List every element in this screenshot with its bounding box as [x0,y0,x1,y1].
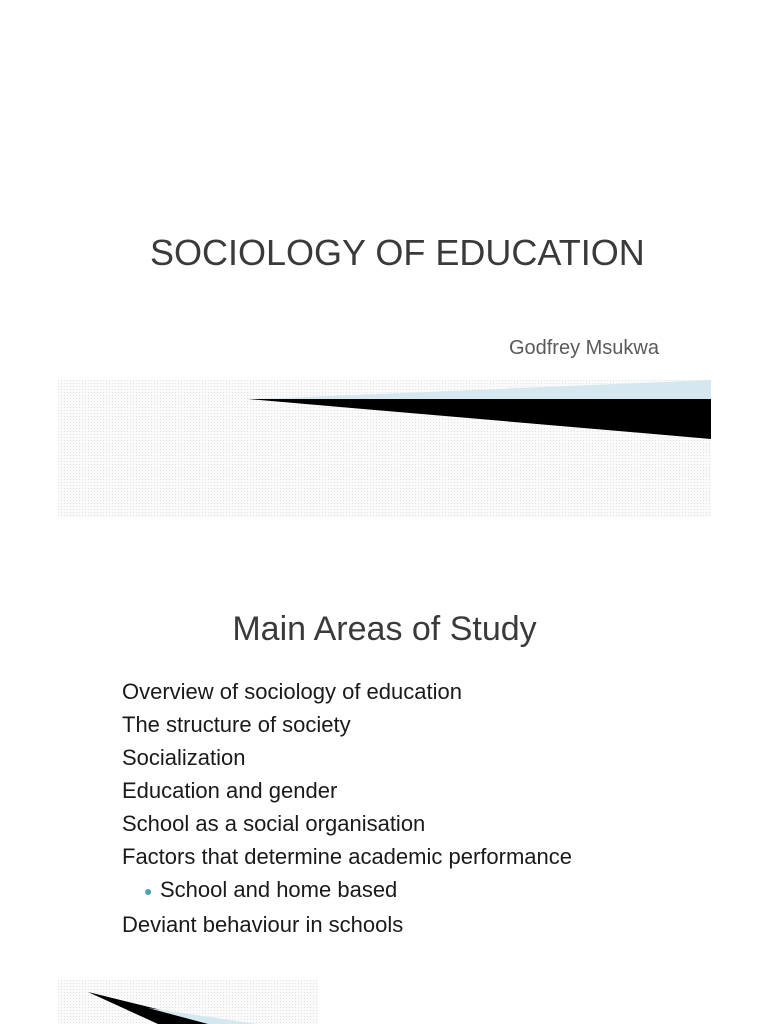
sub-item-label: School and home based [160,877,398,902]
slide-main-areas [58,550,711,1024]
slide-title [58,0,711,517]
list-item: The structure of society [122,712,351,737]
list-item: School as a social organisation [122,811,426,836]
topic-list [122,675,572,941]
decorative-wedge-band [58,380,711,517]
list-item: Factors that determine academic performance [122,844,572,869]
author-name: Godfrey Msukwa [508,337,659,359]
slide-heading: Main Areas of Study [232,610,537,648]
presentation-title: SOCIOLOGY OF EDUCATION [150,232,645,273]
list-item: Education and gender [122,778,338,803]
bullet-dot-icon: ● [144,882,153,899]
decorative-corner-wedge [58,980,318,1024]
list-item: Deviant behaviour in schools [122,911,404,937]
list-item: Overview of sociology of education [122,679,462,704]
sub-list-item [122,873,572,908]
list-item: Socialization [122,745,246,770]
